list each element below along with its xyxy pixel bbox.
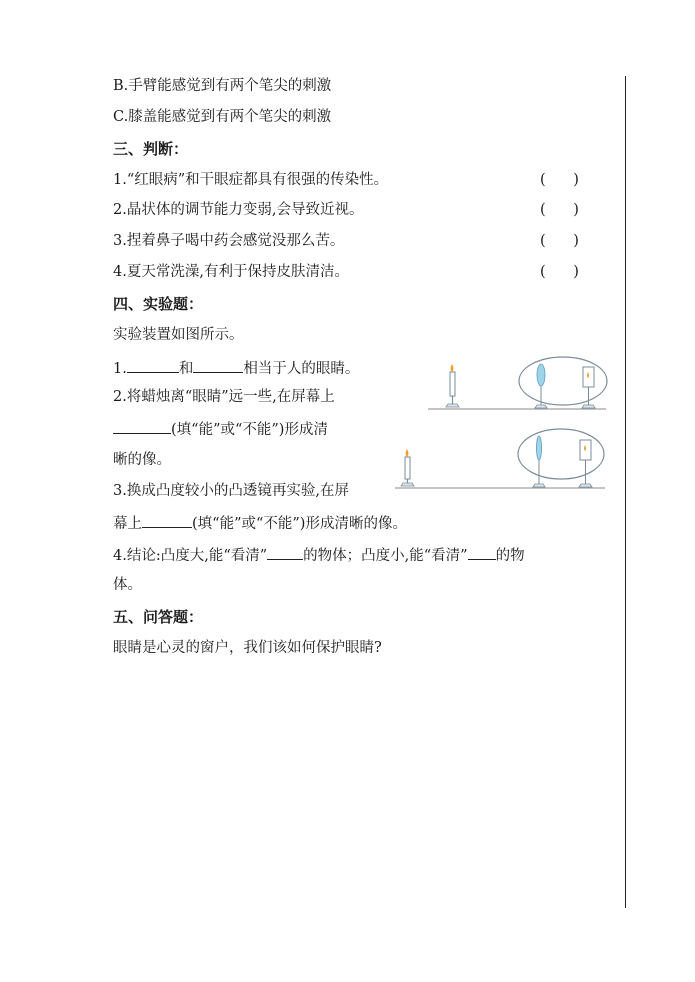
page-margin-rule (625, 76, 626, 908)
judge-item-2: 2.晶状体的调节能力变弱,会导致近视。 (113, 202, 364, 218)
experiment-q4-line1: 4.结论:凸度大,能“看清” 的物体；凸度小,能“看清” 的物 (113, 544, 525, 566)
candle (401, 449, 414, 486)
experiment-intro: 实验装置如图所示。 (113, 327, 244, 343)
experiment-figure-1 (428, 355, 608, 415)
candle (446, 364, 459, 407)
blank-3[interactable] (142, 512, 192, 528)
experiment-q1: 1. 和 相当于人的眼睛。 (113, 357, 359, 379)
experiment-figure-2 (395, 426, 607, 492)
section-judge-heading: 三、判断： (113, 140, 189, 158)
eye-model (519, 357, 607, 408)
judge-answer-4[interactable]: ( ) (540, 264, 579, 280)
blank-1a[interactable] (127, 357, 179, 373)
judge-item-3: 3.捏着鼻子喝中药会感觉没那么苦。 (113, 233, 345, 249)
blank-4a[interactable] (267, 544, 303, 560)
section-qa-heading: 五、问答题： (113, 608, 204, 626)
experiment-q4-line2: 体。 (113, 577, 142, 593)
blank-2[interactable] (113, 418, 171, 434)
judge-answer-2[interactable]: ( ) (540, 202, 579, 218)
experiment-q3-line2: 幕上 (填“能”或“不能”)形成清晰的像。 (113, 512, 407, 534)
flame-icon (406, 449, 409, 457)
experiment-q2-line1: 2.将蜡烛离“眼睛”远一些,在屏幕上 (113, 389, 335, 405)
qa-question: 眼睛是心灵的窗户，我们该如何保护眼睛? (113, 640, 382, 656)
blank-1b[interactable] (193, 357, 243, 373)
section-experiment-heading: 四、实验题： (113, 295, 204, 313)
blank-4b[interactable] (468, 544, 496, 560)
experiment-q3-line1: 3.换成凸度较小的凸透镜再实验,在屏 (113, 483, 349, 499)
flame-icon (451, 364, 454, 372)
option-c: C.膝盖能感觉到有两个笔尖的刺激 (113, 109, 332, 125)
eye-model (518, 429, 604, 487)
lens (536, 436, 541, 460)
judge-item-1: 1.“红眼病”和干眼症都具有很强的传染性。 (113, 172, 389, 188)
judge-answer-3[interactable]: ( ) (540, 233, 579, 249)
lens (537, 364, 545, 386)
judge-item-4: 4.夏天常洗澡,有利于保持皮肤清洁。 (113, 264, 349, 280)
option-b: B.手臂能感觉到有两个笔尖的刺激 (113, 78, 332, 94)
judge-answer-1[interactable]: ( ) (540, 172, 579, 188)
experiment-q2-line3: 晰的像。 (113, 452, 171, 468)
experiment-q2-line2: (填“能”或“不能”)形成清 (113, 418, 328, 440)
